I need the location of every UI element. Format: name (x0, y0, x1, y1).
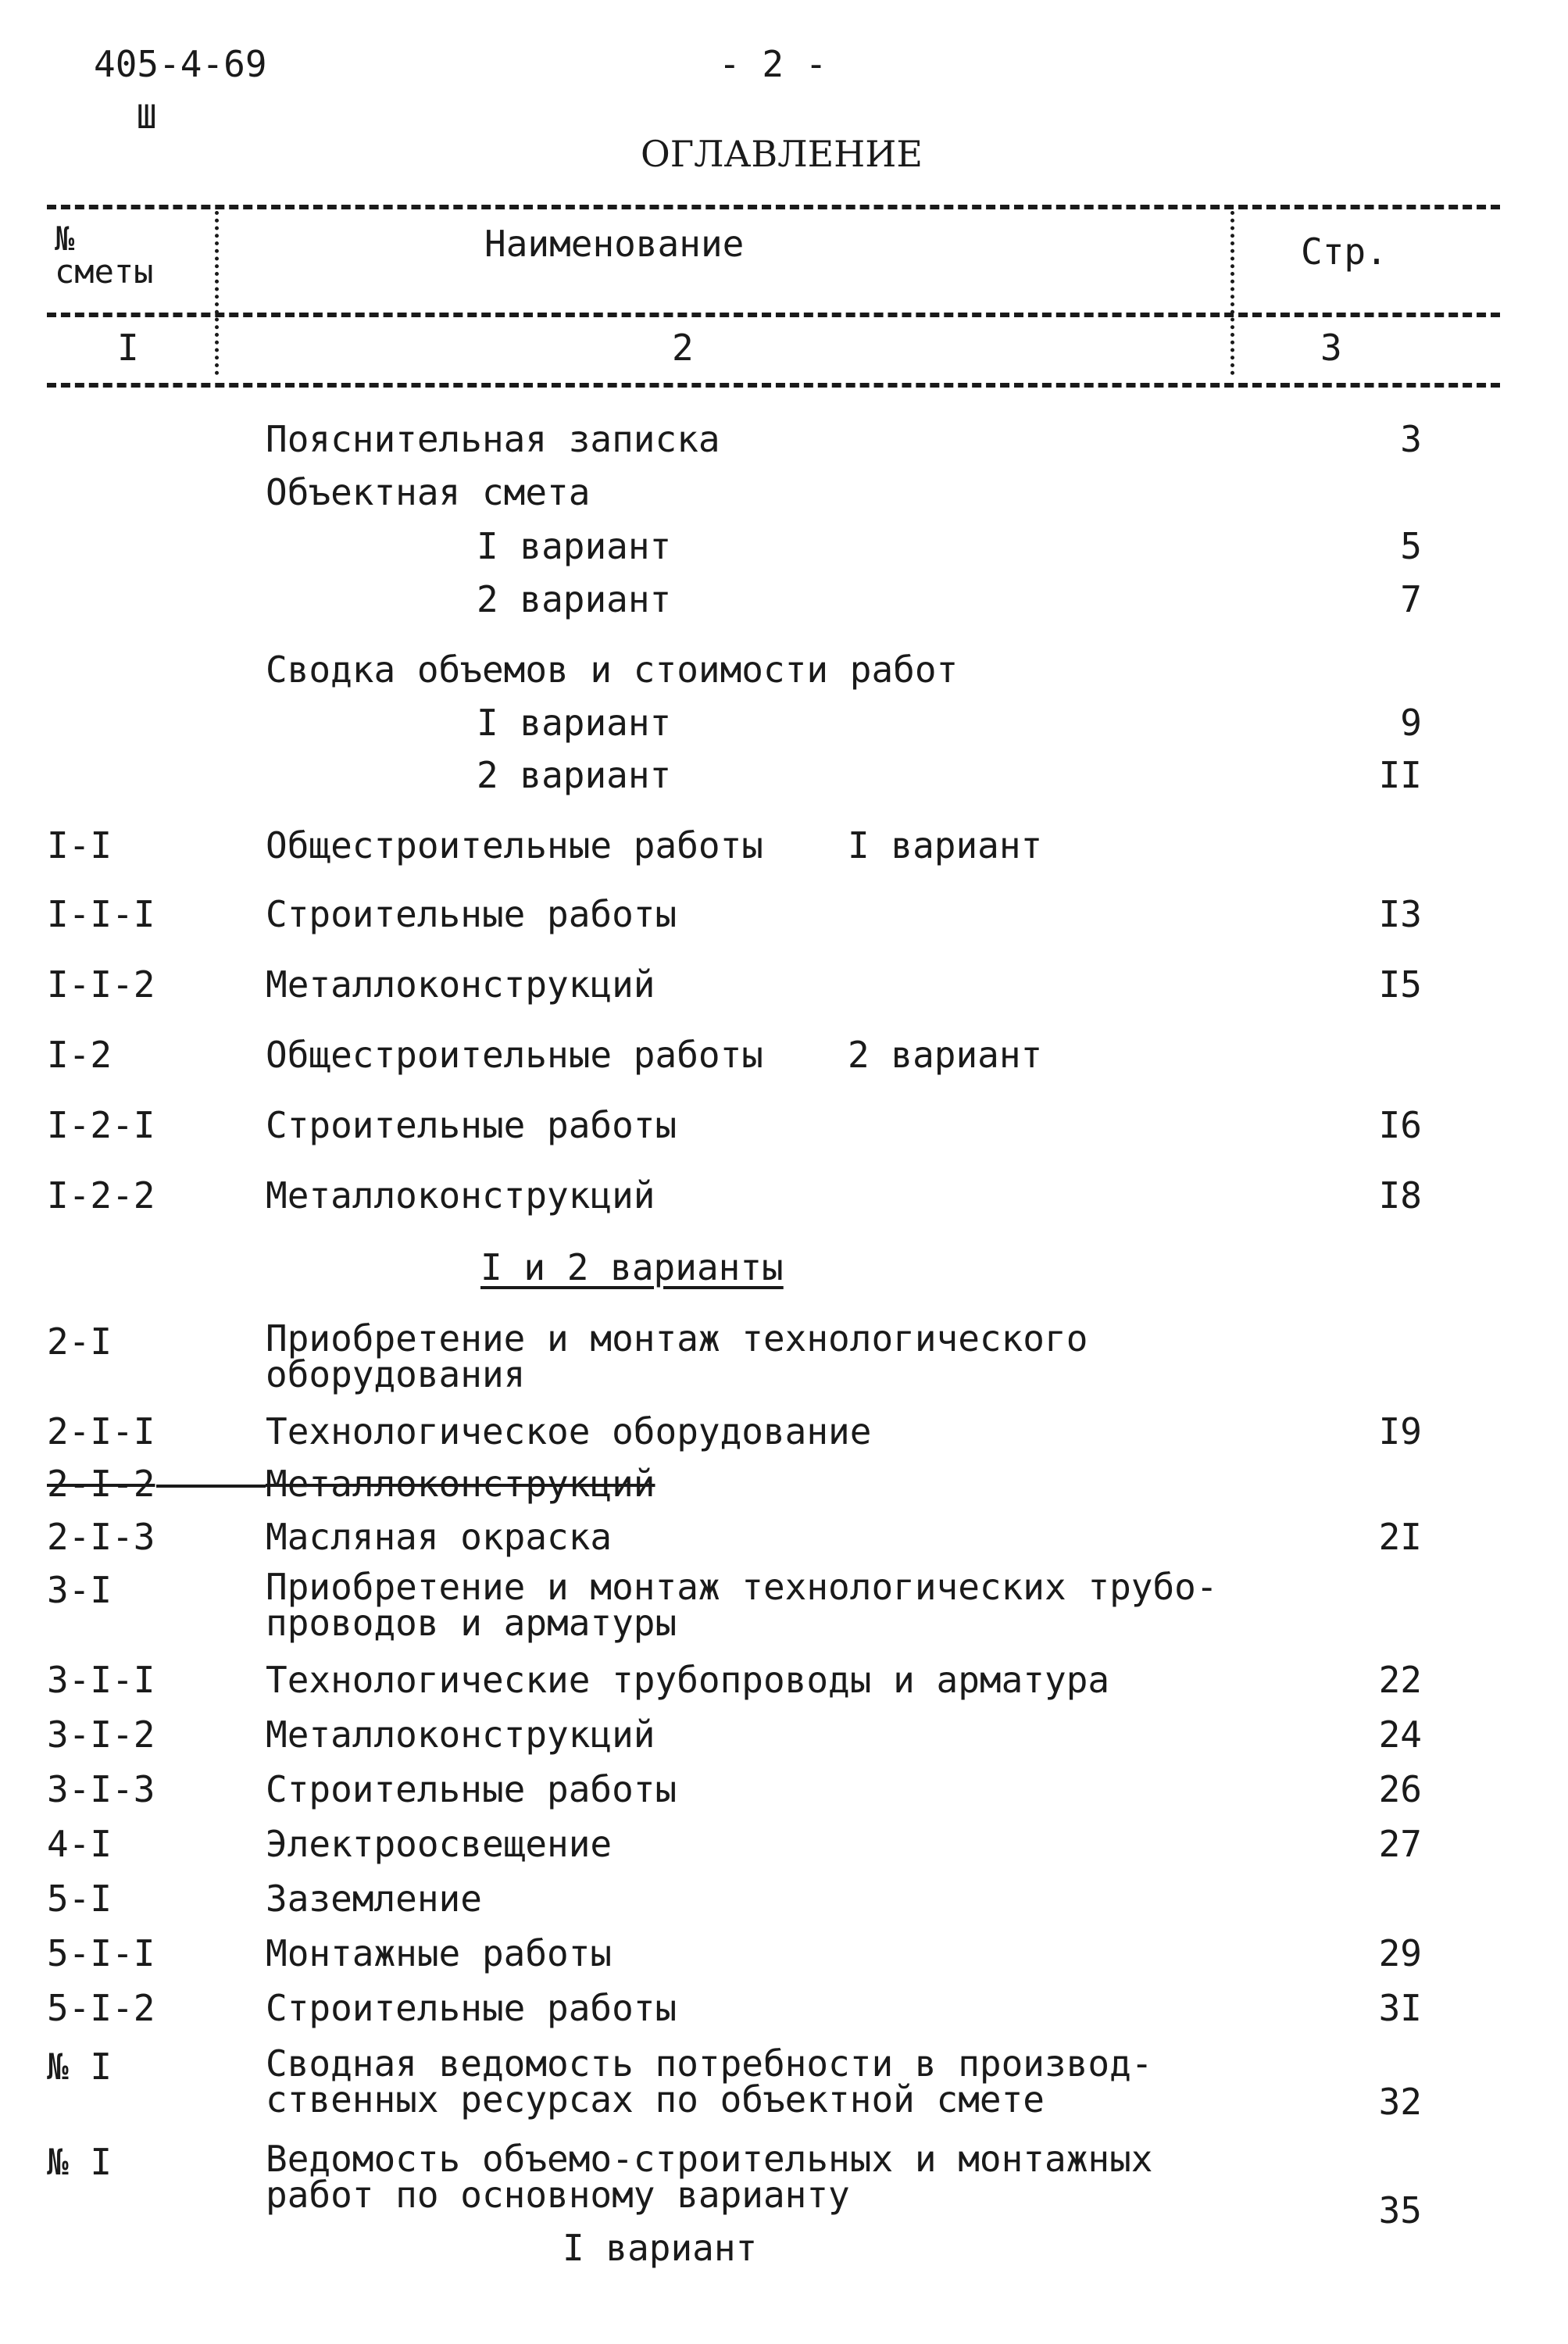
toc-row (0, 1768, 1568, 1815)
toc-row (0, 754, 1568, 801)
toc-row (0, 1713, 1568, 1760)
toc-page: 3I (1378, 1987, 1422, 2029)
toc-row (0, 1566, 1568, 1647)
toc-title: Технологические трубопроводы и арматура (266, 1659, 1110, 1701)
toc-title: Сводка объемов и стоимости работ (266, 649, 959, 691)
toc-code: 3-I-3 (47, 1768, 155, 1810)
toc-page: I8 (1378, 1174, 1422, 1217)
toc-title: I вариант (477, 525, 672, 567)
toc-page: I6 (1378, 1104, 1422, 1146)
toc-page: 35 (1378, 2189, 1422, 2231)
toc-page: 5 (1400, 525, 1422, 567)
toc-title-line: проводов и арматуры (266, 1602, 677, 1644)
toc-code: 5-I-I (47, 1932, 155, 1974)
toc-row (0, 649, 1568, 695)
toc-row (0, 702, 1568, 749)
toc-row (0, 2138, 1568, 2274)
toc-row (0, 1317, 1568, 1399)
toc-row (0, 1878, 1568, 1924)
toc-row (0, 824, 1568, 871)
toc-row (0, 1823, 1568, 1870)
toc-title: 2 вариант (477, 754, 672, 796)
toc-page: 26 (1378, 1768, 1422, 1810)
toc-page: 3 (1400, 418, 1422, 460)
toc-title: Общестроительные работы (266, 1034, 763, 1076)
sheet-mark: Ш (137, 98, 157, 136)
toc-title: I вариант (477, 702, 672, 744)
toc-title: Металлоконструкций (266, 1174, 655, 1217)
toc-title: Металлоконструкций (266, 1713, 655, 1756)
toc-row (0, 963, 1568, 1010)
toc-code: I-I (47, 824, 113, 866)
toc-row (0, 1104, 1568, 1151)
toc-title: Строительные работы (266, 1987, 677, 2029)
toc-row (0, 2042, 1568, 2131)
strike-line (156, 1485, 266, 1488)
toc-page: 9 (1400, 702, 1422, 744)
toc-code: 4-I (47, 1823, 113, 1865)
toc-code: № I (47, 2141, 113, 2183)
toc-row (0, 893, 1568, 940)
toc-title-line: оборудования (266, 1353, 526, 1395)
toc-title: Строительные работы (266, 1104, 677, 1146)
toc-title (266, 2042, 1153, 2121)
page-title: ОГЛАВЛЕНИЕ (641, 133, 923, 175)
section-heading: I и 2 варианты (480, 1246, 784, 1288)
toc-row (0, 471, 1568, 518)
toc-title: Пояснительная записка (266, 418, 720, 460)
toc-page: I5 (1378, 963, 1422, 1006)
toc-code: 2-I-3 (47, 1516, 155, 1558)
toc-code: 3-I-2 (47, 1713, 155, 1756)
toc-row (0, 1987, 1568, 2034)
toc-row (0, 418, 1568, 465)
toc-page: 22 (1378, 1659, 1422, 1701)
toc-variant: 2 вариант (848, 1034, 1043, 1076)
toc-page: I9 (1378, 1410, 1422, 1452)
toc-row (0, 1034, 1568, 1081)
toc-title-line: Приобретение и монтаж технологических трубо- (266, 1566, 1218, 1608)
toc-title (266, 1566, 1218, 1644)
toc-title: Строительные работы (266, 1768, 677, 1810)
toc-title: Металлоконструкций (266, 1463, 655, 1505)
toc-title: Электроосвещение (266, 1823, 613, 1865)
toc-variant: I вариант (848, 824, 1043, 866)
toc-row-struck (0, 1463, 1568, 1510)
toc-row (0, 1516, 1568, 1563)
document-number: 405-4-69 (94, 43, 267, 85)
toc-code: 5-I (47, 1878, 113, 1920)
toc-title-line: Ведомость объемо-строительных и монтажных (266, 2138, 1153, 2180)
table-header-divider (47, 313, 1500, 317)
toc-title (266, 2138, 1153, 2216)
column-header-name: Наименование (484, 223, 745, 265)
column-number-2: 2 (672, 327, 694, 369)
toc-title: Масляная окраска (266, 1516, 613, 1558)
toc-code: I-2-2 (47, 1174, 155, 1217)
toc-code: 5-I-2 (47, 1987, 155, 2029)
toc-code: 3-I (47, 1569, 113, 1611)
toc-row (0, 1659, 1568, 1706)
toc-row (0, 525, 1568, 572)
toc-title: Металлоконструкций (266, 963, 655, 1006)
toc-title-line: Приобретение и монтаж технологического (266, 1317, 1088, 1360)
column-header-page: Стр. (1301, 230, 1388, 273)
column-number-1: I (117, 327, 139, 369)
table-header-bottom-border (47, 383, 1500, 388)
toc-title-line: работ по основному варианту (266, 2174, 850, 2216)
toc-row (0, 1410, 1568, 1457)
toc-row (0, 1932, 1568, 1979)
toc-row (0, 1174, 1568, 1221)
toc-title: Общестроительные работы (266, 824, 763, 866)
toc-code: 2-I (47, 1320, 113, 1363)
toc-code: I-2 (47, 1034, 113, 1076)
toc-page: 7 (1400, 578, 1422, 620)
toc-code: 3-I-I (47, 1659, 155, 1701)
toc-title: Объектная смета (266, 471, 591, 513)
toc-page: 32 (1378, 2081, 1422, 2123)
table-top-border (47, 205, 1500, 209)
toc-code: I-2-I (47, 1104, 155, 1146)
toc-page: II (1378, 754, 1422, 796)
toc-title: Технологическое оборудование (266, 1410, 872, 1452)
toc-page: 29 (1378, 1932, 1422, 1974)
column-divider-2 (1230, 211, 1234, 375)
toc-page: 2I (1378, 1516, 1422, 1558)
column-number-3: 3 (1320, 327, 1342, 369)
column-divider-1 (215, 211, 219, 375)
toc-code: № I (47, 2046, 113, 2088)
toc-title-variant: I вариант (563, 2227, 758, 2269)
page-number: - 2 - (719, 43, 827, 85)
toc-title-line: ственных ресурсах по объектной смете (266, 2078, 1045, 2121)
toc-title-line: Сводная ведомость потребности в производ- (266, 2042, 1153, 2085)
toc-page: I3 (1378, 893, 1422, 935)
column-header-number: № сметы (55, 220, 154, 291)
toc-code: 2-I-2 (47, 1463, 155, 1505)
toc-code: I-I-I (47, 893, 155, 935)
toc-title (266, 1317, 1088, 1395)
toc-title: Строительные работы (266, 893, 677, 935)
toc-title: 2 вариант (477, 578, 672, 620)
toc-title: Заземление (266, 1878, 482, 1920)
toc-page: 27 (1378, 1823, 1422, 1865)
toc-row (0, 578, 1568, 625)
toc-title: Монтажные работы (266, 1932, 613, 1974)
toc-page: 24 (1378, 1713, 1422, 1756)
toc-code: I-I-2 (47, 963, 155, 1006)
toc-code: 2-I-I (47, 1410, 155, 1452)
